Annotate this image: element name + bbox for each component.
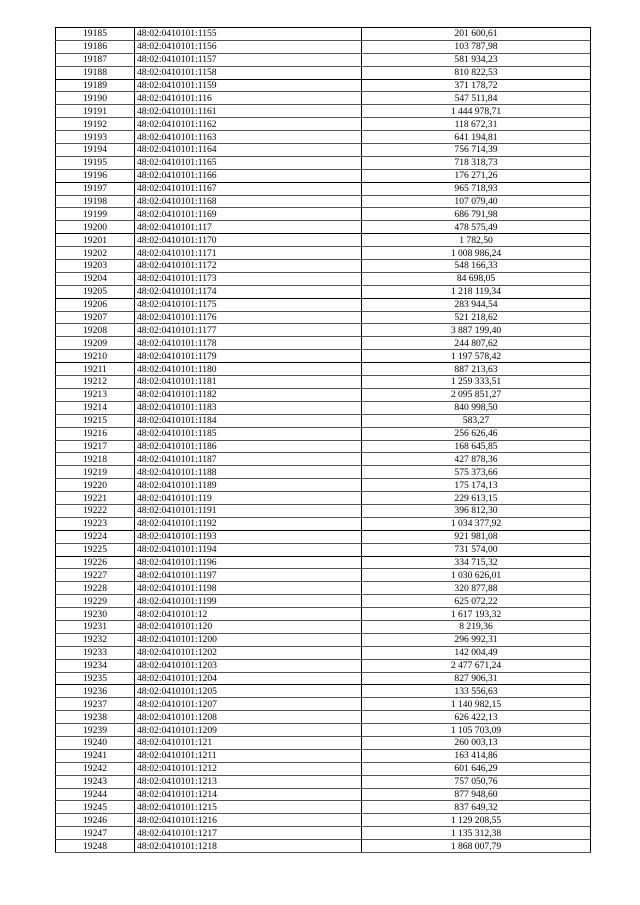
cadastral-value-cell: 8 219,36 [362,620,591,633]
row-number-cell: 19212 [56,376,135,389]
row-number-cell: 19199 [56,208,135,221]
cadastral-number-cell: 48:02:0410101:1204 [135,672,362,685]
cadastral-number-cell: 48:02:0410101:1174 [135,285,362,298]
table-row [56,724,591,737]
row-number-cell: 19201 [56,234,135,247]
cadastral-number-cell: 48:02:0410101:1196 [135,556,362,569]
row-number-cell: 19236 [56,685,135,698]
cadastral-number-cell: 48:02:0410101:1191 [135,504,362,517]
cadastral-value-cell: 921 981,08 [362,530,591,543]
row-number-cell: 19228 [56,582,135,595]
table-row [56,28,591,41]
cadastral-value-cell: 1 444 978,71 [362,105,591,118]
row-number-cell: 19192 [56,118,135,131]
table-row [56,595,591,608]
cadastral-value-cell: 887 213,63 [362,363,591,376]
cadastral-value-cell: 371 178,72 [362,79,591,92]
cadastral-number-cell: 48:02:0410101:1157 [135,53,362,66]
row-number-cell: 19217 [56,440,135,453]
cadastral-value-cell: 641 194,81 [362,131,591,144]
cadastral-value-cell: 1 129 208,55 [362,814,591,827]
table-row [56,440,591,453]
table-row [56,118,591,131]
cadastral-number-cell: 48:02:0410101:1163 [135,131,362,144]
cadastral-value-cell: 548 166,33 [362,260,591,273]
cadastral-number-cell: 48:02:0410101:1171 [135,247,362,260]
table-row [56,453,591,466]
row-number-cell: 19225 [56,543,135,556]
cadastral-number-cell: 48:02:0410101:117 [135,221,362,234]
table-row [56,285,591,298]
table-row [56,517,591,530]
row-number-cell: 19242 [56,762,135,775]
table-row [56,504,591,517]
cadastral-number-cell: 48:02:0410101:1172 [135,260,362,273]
cadastral-number-cell: 48:02:0410101:1155 [135,28,362,41]
cadastral-number-cell: 48:02:0410101:12 [135,608,362,621]
cadastral-value-cell: 1 105 703,09 [362,724,591,737]
row-number-cell: 19198 [56,195,135,208]
table-row [56,144,591,157]
table-row [56,79,591,92]
row-number-cell: 19185 [56,28,135,41]
cadastral-value-cell: 334 715,32 [362,556,591,569]
cadastral-value-cell: 478 575,49 [362,221,591,234]
row-number-cell: 19204 [56,272,135,285]
cadastral-number-cell: 48:02:0410101:1193 [135,530,362,543]
row-number-cell: 19195 [56,156,135,169]
table-row [56,685,591,698]
row-number-cell: 19240 [56,736,135,749]
table-row [56,260,591,273]
row-number-cell: 19197 [56,182,135,195]
row-number-cell: 19245 [56,801,135,814]
row-number-cell: 19213 [56,388,135,401]
cadastral-value-cell: 1 030 626,01 [362,569,591,582]
cadastral-value-cell: 840 998,50 [362,401,591,414]
cadastral-number-cell: 48:02:0410101:1217 [135,827,362,840]
table-row [56,247,591,260]
cadastral-number-cell: 48:02:0410101:1187 [135,453,362,466]
row-number-cell: 19205 [56,285,135,298]
cadastral-number-cell: 48:02:0410101:1194 [135,543,362,556]
table-row [56,414,591,427]
row-number-cell: 19223 [56,517,135,530]
row-number-cell: 19196 [56,169,135,182]
table-row [56,556,591,569]
cadastral-number-cell: 48:02:0410101:1186 [135,440,362,453]
table-row [56,711,591,724]
cadastral-number-cell: 48:02:0410101:1198 [135,582,362,595]
table-row [56,376,591,389]
cadastral-number-cell: 48:02:0410101:1182 [135,388,362,401]
cadastral-value-cell: 757 050,76 [362,775,591,788]
row-number-cell: 19238 [56,711,135,724]
cadastral-number-cell: 48:02:0410101:1168 [135,195,362,208]
cadastral-number-cell: 48:02:0410101:1207 [135,698,362,711]
cadastral-number-cell: 48:02:0410101:1162 [135,118,362,131]
row-number-cell: 19243 [56,775,135,788]
table-body [56,28,591,853]
cadastral-number-cell: 48:02:0410101:1158 [135,66,362,79]
row-number-cell: 19229 [56,595,135,608]
table-row [56,530,591,543]
cadastral-number-cell: 48:02:0410101:1176 [135,311,362,324]
table-row [56,234,591,247]
row-number-cell: 19233 [56,646,135,659]
cadastral-value-cell: 163 414,86 [362,749,591,762]
cadastral-value-table [55,27,591,853]
row-number-cell: 19227 [56,569,135,582]
table-row [56,156,591,169]
row-number-cell: 19218 [56,453,135,466]
cadastral-value-cell: 521 218,62 [362,311,591,324]
table-row [56,195,591,208]
row-number-cell: 19221 [56,492,135,505]
table-row [56,775,591,788]
cadastral-number-cell: 48:02:0410101:1197 [135,569,362,582]
cadastral-value-cell: 229 613,15 [362,492,591,505]
table-row [56,827,591,840]
row-number-cell: 19231 [56,620,135,633]
table-row [56,479,591,492]
cadastral-number-cell: 48:02:0410101:1166 [135,169,362,182]
table-row [56,608,591,621]
row-number-cell: 19211 [56,363,135,376]
cadastral-number-cell: 48:02:0410101:1199 [135,595,362,608]
row-number-cell: 19241 [56,749,135,762]
row-number-cell: 19208 [56,324,135,337]
row-number-cell: 19248 [56,840,135,853]
row-number-cell: 19189 [56,79,135,92]
row-number-cell: 19247 [56,827,135,840]
table-row [56,92,591,105]
cadastral-number-cell: 48:02:0410101:1215 [135,801,362,814]
cadastral-number-cell: 48:02:0410101:1208 [135,711,362,724]
cadastral-value-cell: 810 822,53 [362,66,591,79]
table-row [56,620,591,633]
cadastral-value-cell: 1 782,50 [362,234,591,247]
table-row [56,646,591,659]
table-row [56,221,591,234]
row-number-cell: 19207 [56,311,135,324]
row-number-cell: 19215 [56,414,135,427]
cadastral-value-cell: 118 672,31 [362,118,591,131]
table-row [56,749,591,762]
table-row [56,388,591,401]
table-row [56,736,591,749]
cadastral-number-cell: 48:02:0410101:1177 [135,324,362,337]
cadastral-number-cell: 48:02:0410101:1209 [135,724,362,737]
table-row [56,105,591,118]
cadastral-number-cell: 48:02:0410101:1170 [135,234,362,247]
cadastral-value-cell: 260 003,13 [362,736,591,749]
cadastral-number-cell: 48:02:0410101:1203 [135,659,362,672]
cadastral-number-cell: 48:02:0410101:1181 [135,376,362,389]
table-row [56,427,591,440]
row-number-cell: 19214 [56,401,135,414]
cadastral-number-cell: 48:02:0410101:1183 [135,401,362,414]
cadastral-number-cell: 48:02:0410101:1180 [135,363,362,376]
cadastral-number-cell: 48:02:0410101:1213 [135,775,362,788]
cadastral-value-cell: 583,27 [362,414,591,427]
cadastral-value-cell: 244 807,62 [362,337,591,350]
cadastral-number-cell: 48:02:0410101:121 [135,736,362,749]
row-number-cell: 19226 [56,556,135,569]
cadastral-value-cell: 84 698,05 [362,272,591,285]
cadastral-value-cell: 201 600,61 [362,28,591,41]
table-row [56,298,591,311]
row-number-cell: 19188 [56,66,135,79]
cadastral-number-cell: 48:02:0410101:1218 [135,840,362,853]
cadastral-value-cell: 686 791,98 [362,208,591,221]
cadastral-number-cell: 48:02:0410101:1165 [135,156,362,169]
table-row [56,569,591,582]
row-number-cell: 19246 [56,814,135,827]
row-number-cell: 19235 [56,672,135,685]
cadastral-value-cell: 731 574,00 [362,543,591,556]
cadastral-value-cell: 396 812,30 [362,504,591,517]
row-number-cell: 19230 [56,608,135,621]
row-number-cell: 19237 [56,698,135,711]
cadastral-value-cell: 142 004,49 [362,646,591,659]
cadastral-number-cell: 48:02:0410101:119 [135,492,362,505]
row-number-cell: 19232 [56,633,135,646]
row-number-cell: 19194 [56,144,135,157]
cadastral-value-cell: 1 135 312,38 [362,827,591,840]
cadastral-value-cell: 965 718,93 [362,182,591,195]
cadastral-value-cell: 107 079,40 [362,195,591,208]
table-row [56,169,591,182]
cadastral-value-cell: 296 992,31 [362,633,591,646]
cadastral-number-cell: 48:02:0410101:1156 [135,40,362,53]
row-number-cell: 19203 [56,260,135,273]
row-number-cell: 19193 [56,131,135,144]
cadastral-number-cell: 48:02:0410101:1175 [135,298,362,311]
cadastral-number-cell: 48:02:0410101:120 [135,620,362,633]
cadastral-value-cell: 2 477 671,24 [362,659,591,672]
row-number-cell: 19224 [56,530,135,543]
cadastral-number-cell: 48:02:0410101:1202 [135,646,362,659]
table-row [56,272,591,285]
table-row [56,182,591,195]
cadastral-value-cell: 427 878,36 [362,453,591,466]
row-number-cell: 19190 [56,92,135,105]
cadastral-number-cell: 48:02:0410101:1161 [135,105,362,118]
table-row [56,672,591,685]
cadastral-value-cell: 133 556,63 [362,685,591,698]
row-number-cell: 19206 [56,298,135,311]
cadastral-value-cell: 320 877,88 [362,582,591,595]
row-number-cell: 19216 [56,427,135,440]
cadastral-value-cell: 575 373,66 [362,466,591,479]
table-row [56,492,591,505]
cadastral-value-cell: 625 072,22 [362,595,591,608]
row-number-cell: 19186 [56,40,135,53]
cadastral-number-cell: 48:02:0410101:1184 [135,414,362,427]
cadastral-value-cell: 2 095 851,27 [362,388,591,401]
cadastral-value-cell: 1 617 193,32 [362,608,591,621]
cadastral-number-cell: 48:02:0410101:1216 [135,814,362,827]
table-row [56,840,591,853]
cadastral-value-cell: 581 934,23 [362,53,591,66]
cadastral-value-cell: 547 511,84 [362,92,591,105]
table-row [56,337,591,350]
cadastral-number-cell: 48:02:0410101:1185 [135,427,362,440]
cadastral-number-cell: 48:02:0410101:1214 [135,788,362,801]
cadastral-value-cell: 837 649,32 [362,801,591,814]
table-row [56,40,591,53]
cadastral-number-cell: 48:02:0410101:1205 [135,685,362,698]
row-number-cell: 19209 [56,337,135,350]
cadastral-number-cell: 48:02:0410101:1179 [135,350,362,363]
cadastral-number-cell: 48:02:0410101:1159 [135,79,362,92]
table-row [56,208,591,221]
row-number-cell: 19239 [56,724,135,737]
cadastral-value-cell: 1 008 986,24 [362,247,591,260]
cadastral-value-cell: 1 259 333,51 [362,376,591,389]
table-row [56,131,591,144]
table-row [56,788,591,801]
table-row [56,401,591,414]
cadastral-value-cell: 1 034 377,92 [362,517,591,530]
cadastral-value-cell: 1 140 982,15 [362,698,591,711]
cadastral-number-cell: 48:02:0410101:1188 [135,466,362,479]
table-row [56,324,591,337]
row-number-cell: 19222 [56,504,135,517]
cadastral-number-cell: 48:02:0410101:1167 [135,182,362,195]
row-number-cell: 19220 [56,479,135,492]
table-row [56,66,591,79]
cadastral-value-cell: 103 787,98 [362,40,591,53]
cadastral-number-cell: 48:02:0410101:1212 [135,762,362,775]
row-number-cell: 19200 [56,221,135,234]
table-row [56,350,591,363]
cadastral-value-cell: 1 868 007,79 [362,840,591,853]
table-row [56,801,591,814]
cadastral-value-cell: 256 626,46 [362,427,591,440]
cadastral-value-cell: 877 948,60 [362,788,591,801]
cadastral-value-cell: 827 906,31 [362,672,591,685]
table-row [56,698,591,711]
row-number-cell: 19219 [56,466,135,479]
cadastral-number-cell: 48:02:0410101:1211 [135,749,362,762]
table-row [56,311,591,324]
row-number-cell: 19210 [56,350,135,363]
cadastral-value-cell: 283 944,54 [362,298,591,311]
cadastral-number-cell: 48:02:0410101:1164 [135,144,362,157]
cadastral-number-cell: 48:02:0410101:1192 [135,517,362,530]
table-row [56,814,591,827]
cadastral-number-cell: 48:02:0410101:1189 [135,479,362,492]
table-row [56,582,591,595]
table-row [56,53,591,66]
cadastral-number-cell: 48:02:0410101:116 [135,92,362,105]
table-row [56,762,591,775]
row-number-cell: 19202 [56,247,135,260]
cadastral-value-cell: 1 218 119,34 [362,285,591,298]
cadastral-value-cell: 3 887 199,40 [362,324,591,337]
cadastral-value-cell: 1 197 578,42 [362,350,591,363]
table-row [56,363,591,376]
cadastral-value-cell: 176 271,26 [362,169,591,182]
cadastral-number-cell: 48:02:0410101:1169 [135,208,362,221]
cadastral-value-cell: 168 645,85 [362,440,591,453]
cadastral-value-cell: 601 646,29 [362,762,591,775]
row-number-cell: 19234 [56,659,135,672]
cadastral-value-cell: 756 714,39 [362,144,591,157]
cadastral-number-cell: 48:02:0410101:1178 [135,337,362,350]
row-number-cell: 19187 [56,53,135,66]
table-row [56,466,591,479]
cadastral-number-cell: 48:02:0410101:1173 [135,272,362,285]
table-row [56,633,591,646]
cadastral-value-cell: 175 174,13 [362,479,591,492]
cadastral-number-cell: 48:02:0410101:1200 [135,633,362,646]
cadastral-value-cell: 718 318,73 [362,156,591,169]
table-row [56,543,591,556]
table-row [56,659,591,672]
cadastral-value-cell: 626 422,13 [362,711,591,724]
row-number-cell: 19244 [56,788,135,801]
row-number-cell: 19191 [56,105,135,118]
